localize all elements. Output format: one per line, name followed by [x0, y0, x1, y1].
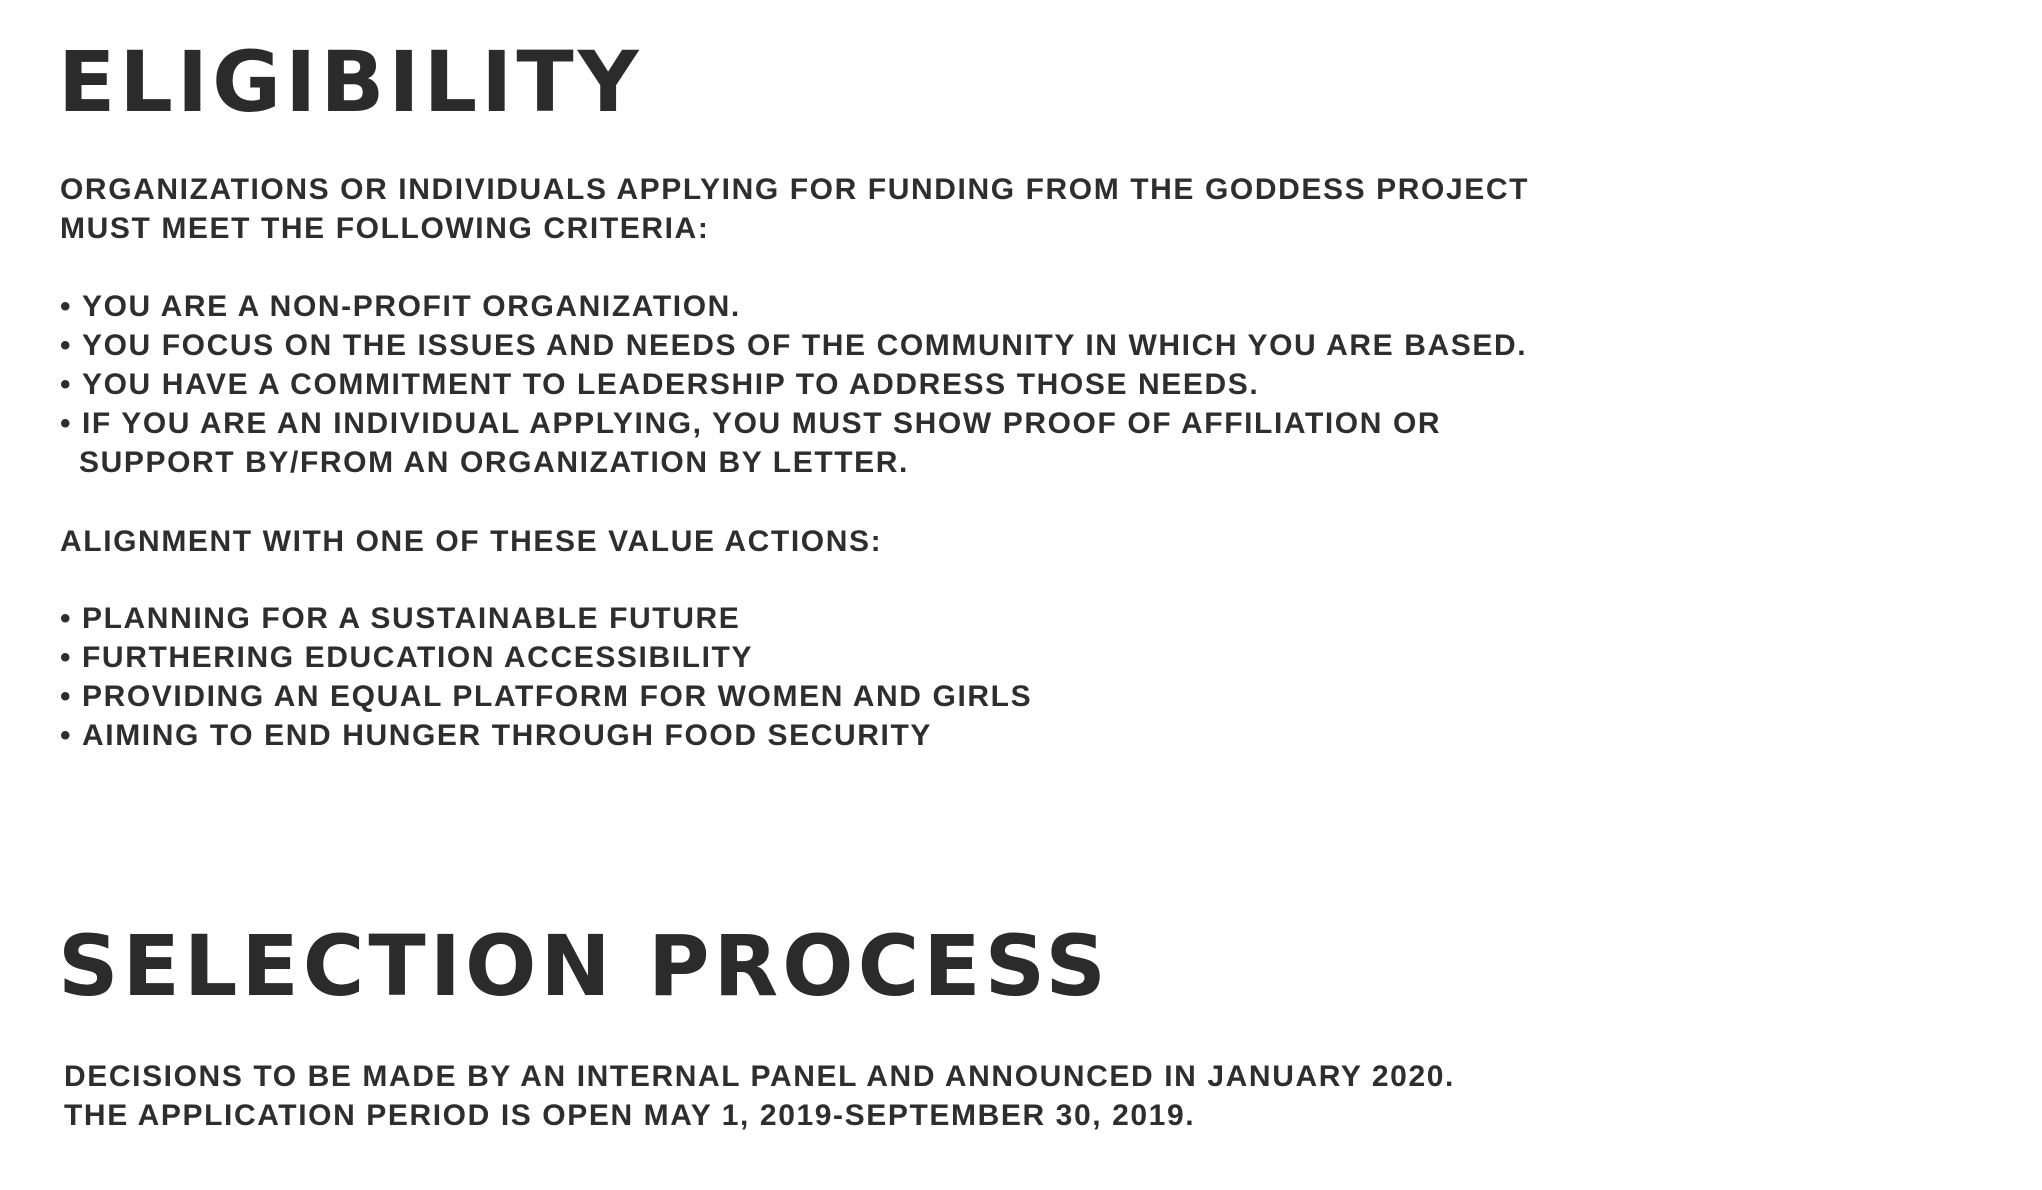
intro-line: ORGANIZATIONS OR INDIVIDUALS APPLYING FOR FUNDING FROM THE GODDESS PROJECT [60, 173, 1530, 206]
bullet-icon: • [60, 680, 73, 713]
bullet-icon: • [60, 368, 73, 401]
value-action-text: FURTHERING EDUCATION ACCESSIBILITY [82, 641, 754, 674]
selection-line: DECISIONS TO BE MADE BY AN INTERNAL PANEL AND ANNOUNCED IN JANUARY 2020. [64, 1060, 1455, 1093]
bullet-icon: • [60, 602, 73, 635]
criteria-text: IF YOU ARE AN INDIVIDUAL APPLYING, YOU MUST SHOW PROOF OF AFFILIATION OR [82, 407, 1442, 440]
selection-process-text [64, 1057, 1455, 1135]
bullet-icon: • [60, 719, 73, 752]
value-action-item [60, 638, 1032, 677]
criteria-list [60, 287, 1527, 482]
criteria-item [60, 287, 1527, 326]
intro-line: MUST MEET THE FOLLOWING CRITERIA: [60, 212, 710, 245]
criteria-text: YOU ARE A NON-PROFIT ORGANIZATION. [82, 290, 741, 323]
criteria-text-continuation: SUPPORT BY/FROM AN ORGANIZATION BY LETTER. [79, 446, 909, 479]
eligibility-heading: ELIGIBILITY [58, 33, 643, 131]
alignment-label: ALIGNMENT WITH ONE OF THESE VALUE ACTIONS: [60, 525, 883, 558]
selection-line: THE APPLICATION PERIOD IS OPEN MAY 1, 2019-SEPTEMBER 30, 2019. [64, 1099, 1196, 1132]
criteria-item [60, 365, 1527, 404]
bullet-icon: • [60, 290, 73, 323]
criteria-text: YOU FOCUS ON THE ISSUES AND NEEDS OF THE COMMUNITY IN WHICH YOU ARE BASED. [82, 329, 1528, 362]
bullet-icon: • [60, 641, 73, 674]
criteria-item [60, 326, 1527, 365]
selection-process-heading: SELECTION PROCESS [58, 917, 1110, 1015]
criteria-text: YOU HAVE A COMMITMENT TO LEADERSHIP TO ADDRESS THOSE NEEDS. [82, 368, 1260, 401]
value-actions-list [60, 599, 1032, 755]
bullet-icon: • [60, 407, 73, 440]
value-action-text: AIMING TO END HUNGER THROUGH FOOD SECURITY [82, 719, 932, 752]
bullet-icon: • [60, 329, 73, 362]
value-action-item [60, 677, 1032, 716]
value-action-item [60, 599, 1032, 638]
value-action-text: PROVIDING AN EQUAL PLATFORM FOR WOMEN AND GIRLS [82, 680, 1033, 713]
value-action-text: PLANNING FOR A SUSTAINABLE FUTURE [82, 602, 741, 635]
value-action-item [60, 716, 1032, 755]
criteria-item [60, 404, 1527, 482]
eligibility-intro [60, 170, 1529, 248]
